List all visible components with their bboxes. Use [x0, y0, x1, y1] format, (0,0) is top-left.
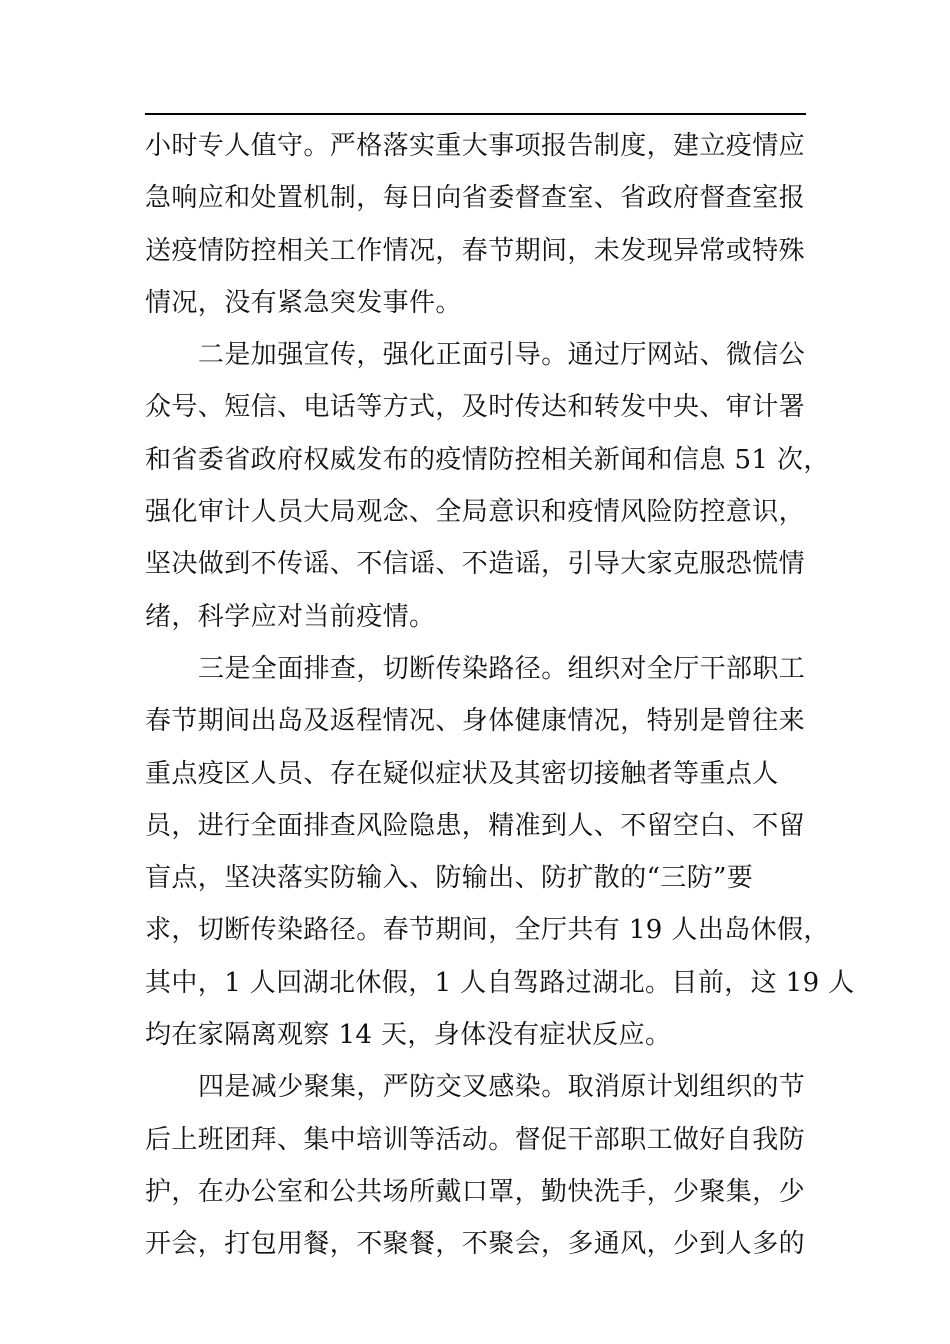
text-line: 护，在办公室和公共场所戴口罩，勤快洗手，少聚集，少: [145, 1176, 806, 1207]
text-line: 强化审计人员大局观念、全局意识和疫情风险防控意识，: [145, 497, 806, 528]
text-line: 员，进行全面排查风险隐患，精准到人、不留空白、不留: [145, 810, 806, 841]
text-line: 均在家隔离观察 14 天，身体没有症状反应。: [145, 1020, 672, 1051]
text-line: 绪，科学应对当前疫情。: [145, 601, 436, 632]
text-line: 坚决做到不传谣、不信谣、不造谣，引导大家克服恐慌情: [145, 549, 806, 580]
text-line: 求，切断传染路径。春节期间，全厅共有 19 人出岛休假，: [145, 915, 830, 946]
text-line: 情况，没有紧急突发事件。: [145, 287, 462, 318]
text-line: 其中，1 人回湖北休假，1 人自驾路过湖北。目前，这 19 人: [145, 967, 855, 998]
text-line: 送疫情防控相关工作情况，春节期间，未发现异常或特殊: [145, 235, 806, 266]
text-line: 春节期间出岛及返程情况、身体健康情况，特别是曾往来: [145, 706, 806, 737]
paragraph-first-line: 三是全面排查，切断传染路径。组织对全厅干部职工: [198, 653, 806, 684]
text-line: 重点疫区人员、存在疑似症状及其密切接触者等重点人: [145, 758, 779, 789]
text-line: 小时专人值守。严格落实重大事项报告制度，建立疫情应: [145, 131, 806, 161]
paragraph-first-line: 二是加强宣传，强化正面引导。通过厅网站、微信公: [198, 340, 806, 371]
text-line: 开会，打包用餐，不聚餐，不聚会，多通风，少到人多的: [145, 1229, 806, 1260]
paragraph-first-line: 四是减少聚集，严防交叉感染。取消原计划组织的节: [198, 1072, 806, 1103]
header-rule: [145, 113, 806, 115]
text-line: 众号、短信、电话等方式，及时传达和转发中央、审计署: [145, 392, 806, 423]
text-line: 和省委省政府权威发布的疫情防控相关新闻和信息 51 次，: [145, 444, 830, 475]
document-body: [145, 120, 855, 1271]
text-line: 后上班团拜、集中培训等活动。督促干部职工做好自我防: [145, 1124, 806, 1155]
text-line: 急响应和处置机制，每日向省委督查室、省政府督查室报: [145, 183, 806, 214]
text-line: 盲点，坚决落实防输入、防输出、防扩散的“三防”要: [145, 863, 754, 894]
